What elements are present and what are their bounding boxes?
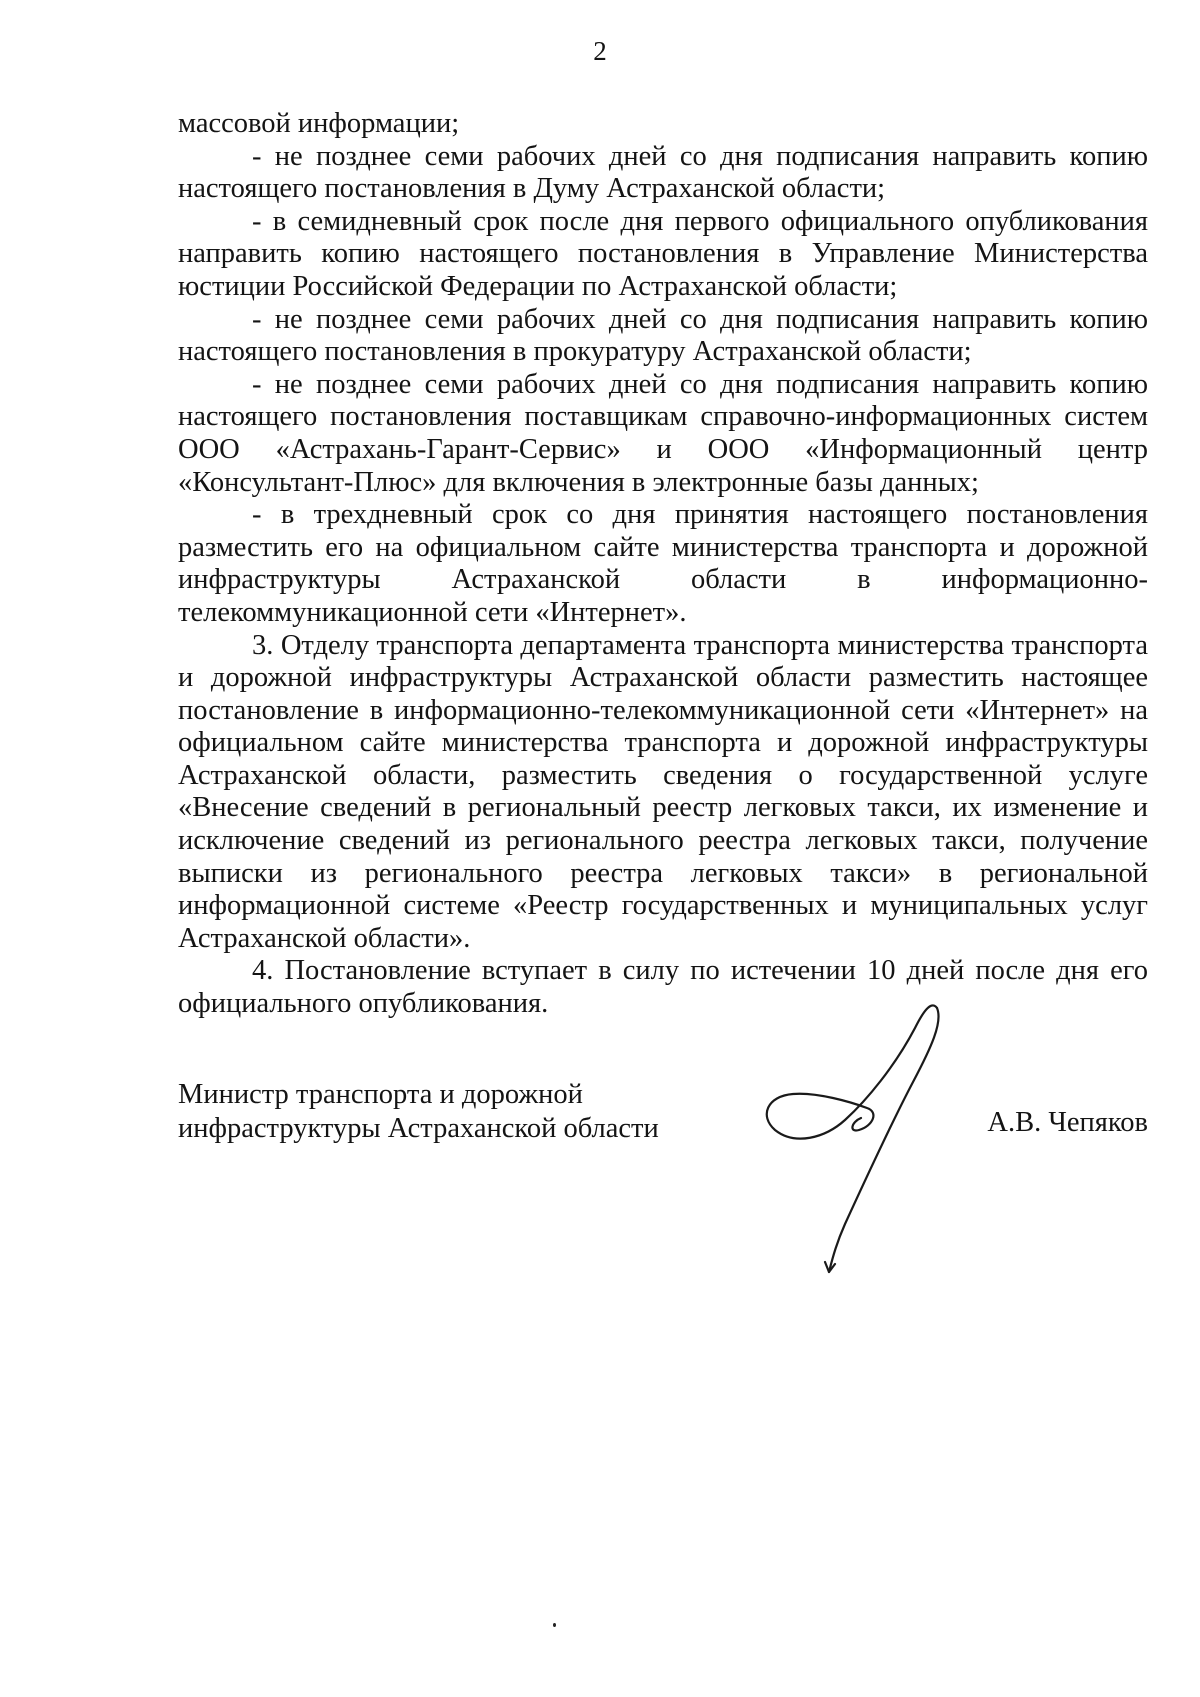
signer-name: А.В. Чепяков: [987, 1107, 1148, 1138]
signature-block: [178, 1078, 1148, 1278]
page-number: 2: [593, 36, 607, 66]
document-body: [178, 108, 1148, 1021]
paragraph: - не позднее семи рабочих дней со дня подписания направить копию настоящего постановления в прокуратуру Астраханской области;: [178, 303, 1148, 368]
signer-title-line: инфраструктуры Астраханской области: [178, 1113, 659, 1144]
paragraph: - в трехдневный срок со дня принятия настоящего постановления разместить его на официальном сайте министерства транспорта и дорожной инфраструктуры Астраханской области в информационно-телекоммуникационной сети «Интернет».: [178, 499, 1148, 628]
paragraph: 3. Отделу транспорта департамента транспорта министерства транспорта и дорожной инфраструктуры Астраханской области разместить настоящее постановление в информационно-телекоммуникационной сети «Интернет» на официальном сайте министерства транспорта и дорожной инфраструктуры Астраханской области, разместить сведения о государственной услуге «Внесение сведений в региональный реестр легковых такси, их изменение и исключение сведений из регионального реестра легковых такси, получение выписки из регионального реестра легковых такси» в региональной информационной системе «Реестр государственных и муниципальных услуг Астраханской области».: [178, 629, 1148, 954]
paragraph: - не позднее семи рабочих дней со дня подписания направить копию настоящего постановления поставщикам справочно-информационных систем ООО «Астрахань-Гарант-Сервис» и ООО «Информационный центр «Консультант-Плюс» для включения в электронные базы данных;: [178, 368, 1148, 498]
handwritten-signature: [755, 1000, 965, 1280]
paragraph: массовой информации;: [178, 108, 460, 139]
scan-speck: [553, 1623, 556, 1627]
signer-title: [178, 1078, 659, 1146]
paragraph: - в семидневный срок после дня первого официального опубликования направить копию настоящего постановления в Управление Министерства юстиции Российской Федерации по Астраханской области;: [178, 205, 1148, 302]
paragraph: 4. Постановление вступает в силу по истечении 10 дней после дня его официального опубликования.: [178, 955, 1148, 1020]
signer-title-line: Министр транспорта и дорожной: [178, 1079, 583, 1110]
paragraph: - не позднее семи рабочих дней со дня подписания направить копию настоящего постановления в Думу Астраханской области;: [178, 140, 1148, 205]
